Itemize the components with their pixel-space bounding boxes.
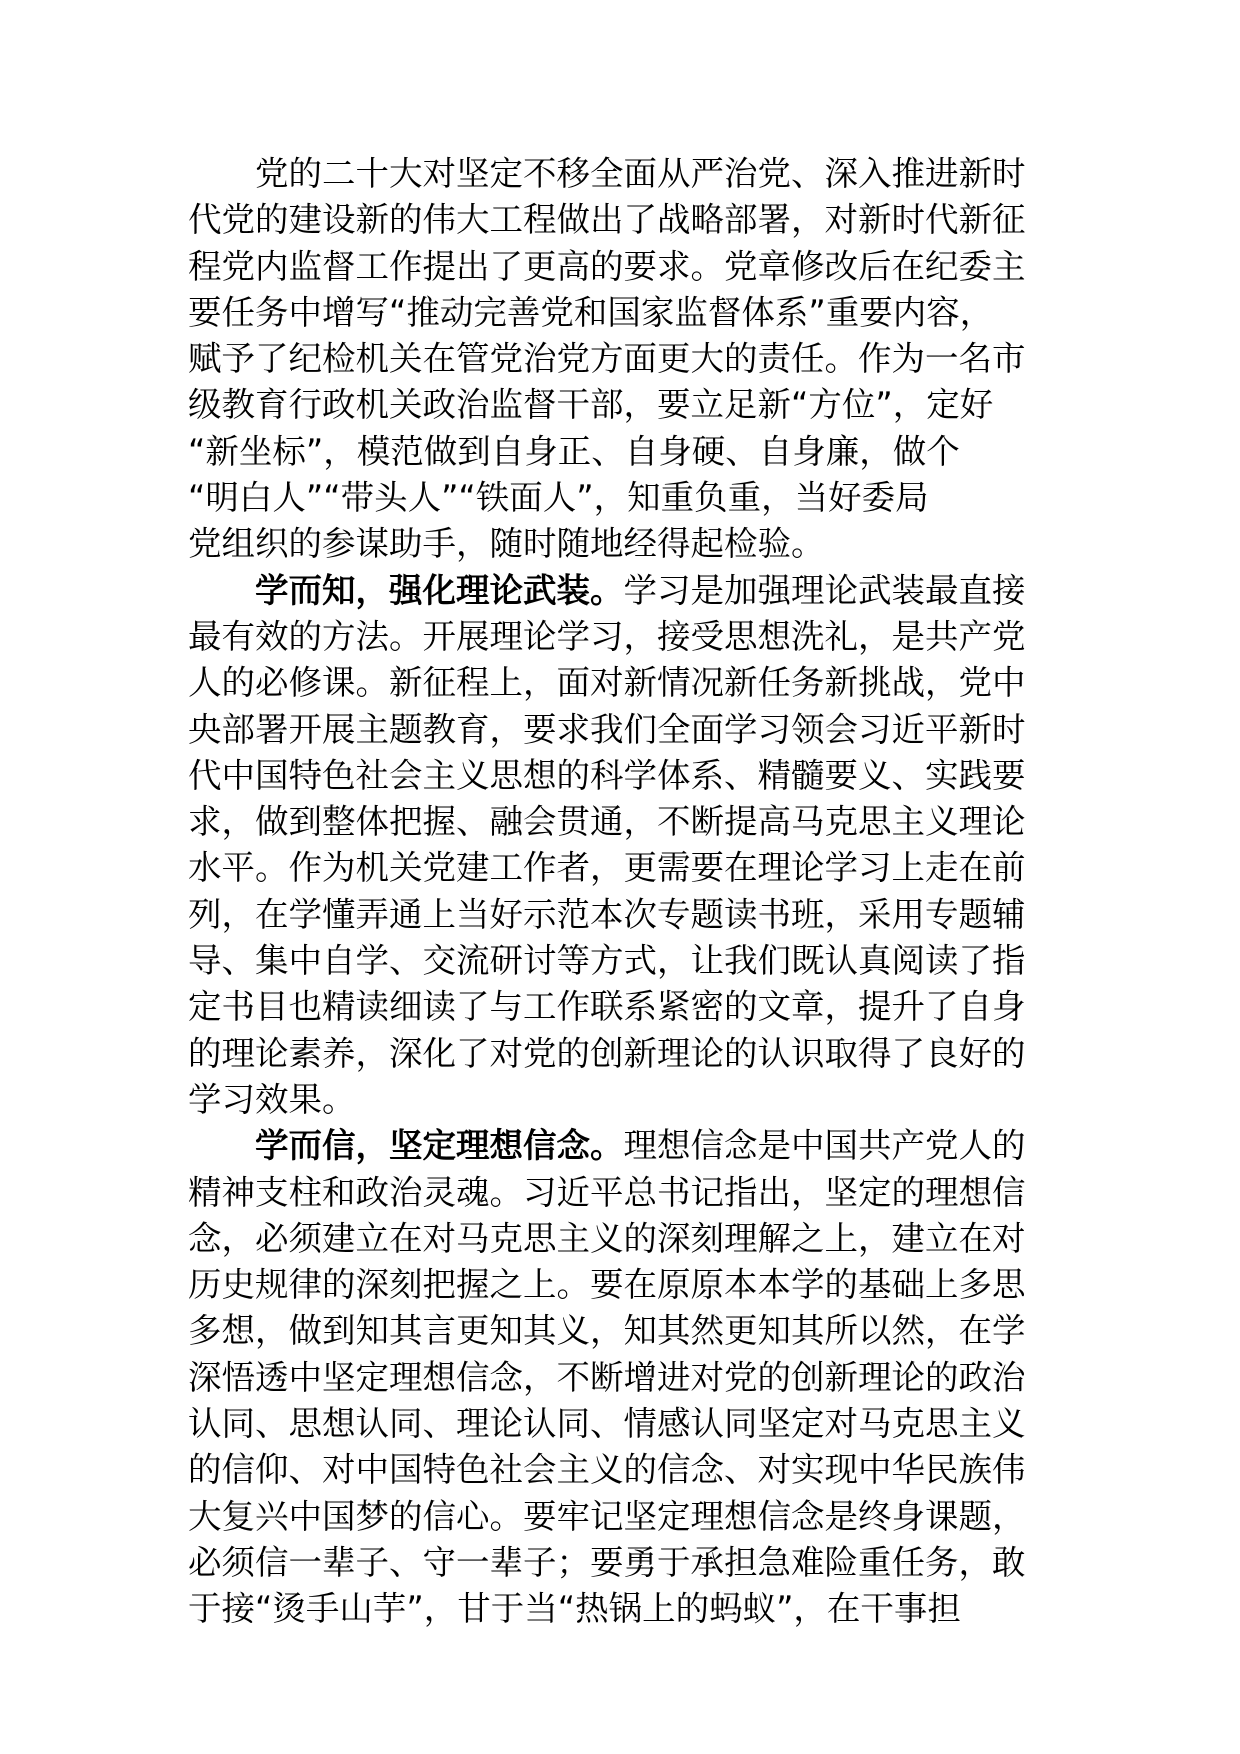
text-line: 央部署开展主题教育，要求我们全面学习领会习近平新时: [188, 709, 1026, 749]
paragraph-firm-belief: [188, 1123, 1058, 1632]
text-line: 大复兴中国梦的信心。要牢记坚定理想信念是终身课题，: [188, 1496, 1026, 1536]
text-run: 理想信念是中国共产党人的: [623, 1126, 1026, 1166]
text-line: 认同、思想认同、理论认同、情感认同坚定对马克思主义: [188, 1404, 1026, 1444]
text-line: 代中国特色社会主义思想的科学体系、精髓要义、实践要: [188, 755, 1026, 795]
text-line: 水平。作为机关党建工作者，更需要在理论学习上走在前: [188, 848, 1026, 888]
text-line: 多想，做到知其言更知其义，知其然更知其所以然，在学: [188, 1311, 1026, 1351]
text-line: [188, 1123, 1058, 1169]
text-line: 程党内监督工作提出了更高的要求。党章修改后在纪委主: [188, 246, 1026, 286]
text-line: 历史规律的深刻把握之上。要在原原本本学的基础上多思: [188, 1265, 1026, 1305]
paragraph-heading: 学而信，坚定理想信念。: [255, 1126, 624, 1166]
text-line: 的信仰、对中国特色社会主义的信念、对实现中华民族伟: [188, 1450, 1026, 1490]
text-line: 赋予了纪检机关在管党治党方面更大的责任。作为一名市: [188, 339, 1026, 379]
text-line: 精神支柱和政治灵魂。习近平总书记指出，坚定的理想信: [188, 1172, 1026, 1212]
text-line: 级教育行政机关政治监督干部，要立足新“方位”，定好: [188, 385, 994, 425]
text-line: 党的二十大对坚定不移全面从严治党、深入推进新时: [255, 154, 1026, 193]
text-line: 念，必须建立在对马克思主义的深刻理解之上，建立在对: [188, 1218, 1026, 1258]
text-line: 必须信一辈子、守一辈子；要勇于承担急难险重任务，敢: [188, 1542, 1026, 1582]
paragraph-heading: 学而知，强化理论武装。: [255, 570, 624, 610]
text-line: “明白人”“带头人”“铁面人”，知重负重，当好委局: [188, 478, 929, 518]
text-line: [188, 568, 1058, 614]
text-line: 定书目也精读细读了与工作联系紧密的文章，提升了自身: [188, 987, 1026, 1027]
text-line: “新坐标”，模范做到自身正、自身硬、自身廉，做个: [188, 431, 960, 471]
text-line: 于接“烫手山芋”，甘于当“热锅上的蚂蚁”，在干事担: [188, 1589, 961, 1629]
text-line: 深悟透中坚定理想信念，不断增进对党的创新理论的政治: [188, 1357, 1026, 1397]
text-line: 党组织的参谋助手，随时随地经得起检验。: [188, 524, 825, 564]
text-line: 导、集中自学、交流研讨等方式，让我们既认真阅读了指: [188, 941, 1026, 981]
text-line: 列，在学懂弄通上当好示范本次专题读书班，采用专题辅: [188, 894, 1026, 934]
paragraph-study-theory: [188, 568, 1058, 1124]
text-run: 学习是加强理论武装最直接: [623, 570, 1026, 610]
paragraph-intro: [188, 151, 1058, 568]
text-line: 求，做到整体把握、融会贯通，不断提高马克思主义理论: [188, 802, 1026, 842]
document-body: [188, 151, 1058, 1633]
text-line: 代党的建设新的伟大工程做出了战略部署，对新时代新征: [188, 200, 1026, 240]
text-line: 要任务中增写“推动完善党和国家监督体系”重要内容，: [188, 292, 994, 332]
text-line: 学习效果。: [188, 1079, 356, 1119]
text-line: 最有效的方法。开展理论学习，接受思想洗礼，是共产党: [188, 616, 1026, 656]
text-line: 人的必修课。新征程上，面对新情况新任务新挑战，党中: [188, 663, 1026, 703]
text-line: 的理论素养，深化了对党的创新理论的认识取得了良好的: [188, 1033, 1026, 1073]
